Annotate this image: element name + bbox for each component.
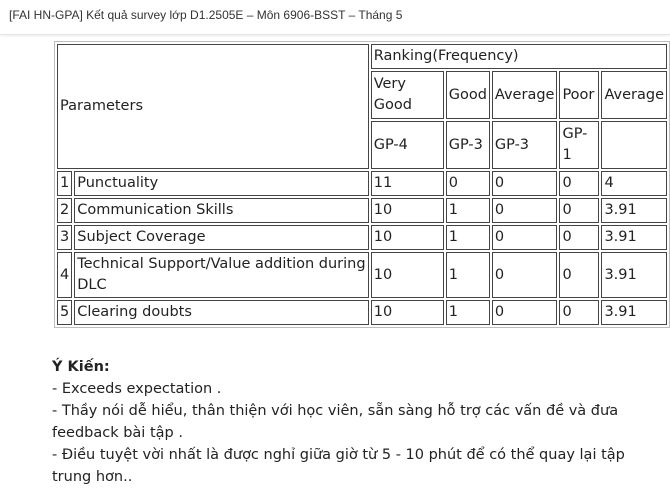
survey-results-table [54, 41, 670, 328]
row-number: 4 [57, 252, 72, 298]
parameter-name: Communication Skills [74, 198, 368, 223]
very-good-count: 10 [371, 198, 444, 223]
very-good-count: 10 [371, 300, 444, 325]
column-code: GP-3 [446, 121, 490, 169]
comments-heading: Ý Kiến: [52, 359, 110, 375]
ranking-header: Ranking(Frequency) [371, 44, 667, 69]
column-label: Good [446, 71, 490, 119]
column-code [601, 121, 667, 169]
table-row [57, 300, 667, 325]
column-label: Very Good [371, 71, 444, 119]
comment-line: - Exceeds expectation . [52, 381, 222, 397]
average-score: 3.91 [601, 225, 667, 250]
row-number: 5 [57, 300, 72, 325]
poor-count: 0 [559, 225, 599, 250]
parameter-name: Technical Support/Value addition during DLC [74, 252, 368, 298]
column-label: Average [492, 71, 558, 119]
column-code: GP-4 [371, 121, 444, 169]
comment-line: - Thầy nói dễ hiểu, thân thiện với học viên, sẵn sàng hỗ trợ các vấn đề và đưa feedback bài tập . [52, 403, 619, 441]
window-title: [FAI HN-GPA] Kết quả survey lớp D1.2505E – Môn 6906-BSST – Tháng 5 [9, 8, 403, 22]
poor-count: 0 [559, 252, 599, 298]
poor-count: 0 [559, 198, 599, 223]
average-count: 0 [492, 171, 558, 196]
good-count: 1 [446, 300, 490, 325]
row-number: 1 [57, 171, 72, 196]
table-row [57, 171, 667, 196]
average-score: 4 [601, 171, 667, 196]
very-good-count: 10 [371, 225, 444, 250]
average-score: 3.91 [601, 252, 667, 298]
row-number: 3 [57, 225, 72, 250]
average-count: 0 [492, 198, 558, 223]
title-bar [0, 0, 670, 35]
poor-count: 0 [559, 171, 599, 196]
column-code: GP-1 [559, 121, 599, 169]
very-good-count: 11 [371, 171, 444, 196]
average-count: 0 [492, 300, 558, 325]
comment-line: - Điều tuyệt vời nhất là được nghỉ giữa giờ từ 5 - 10 phút để có thể quay lại tập trung hơn.. [52, 447, 625, 485]
column-label: Average [601, 71, 667, 119]
average-score: 3.91 [601, 198, 667, 223]
table-row [57, 198, 667, 223]
average-count: 0 [492, 225, 558, 250]
parameter-name: Subject Coverage [74, 225, 368, 250]
good-count: 1 [446, 252, 490, 298]
good-count: 1 [446, 198, 490, 223]
very-good-count: 10 [371, 252, 444, 298]
column-label: Poor [559, 71, 599, 119]
poor-count: 0 [559, 300, 599, 325]
average-score: 3.91 [601, 300, 667, 325]
parameter-name: Clearing doubts [74, 300, 368, 325]
table-row [57, 225, 667, 250]
parameters-header: Parameters [57, 44, 369, 169]
good-count: 0 [446, 171, 490, 196]
average-count: 0 [492, 252, 558, 298]
row-number: 2 [57, 198, 72, 223]
good-count: 1 [446, 225, 490, 250]
parameter-name: Punctuality [74, 171, 368, 196]
column-code: GP-3 [492, 121, 558, 169]
table-header-row [57, 44, 667, 69]
table-row [57, 252, 667, 298]
comments-section [52, 356, 662, 488]
